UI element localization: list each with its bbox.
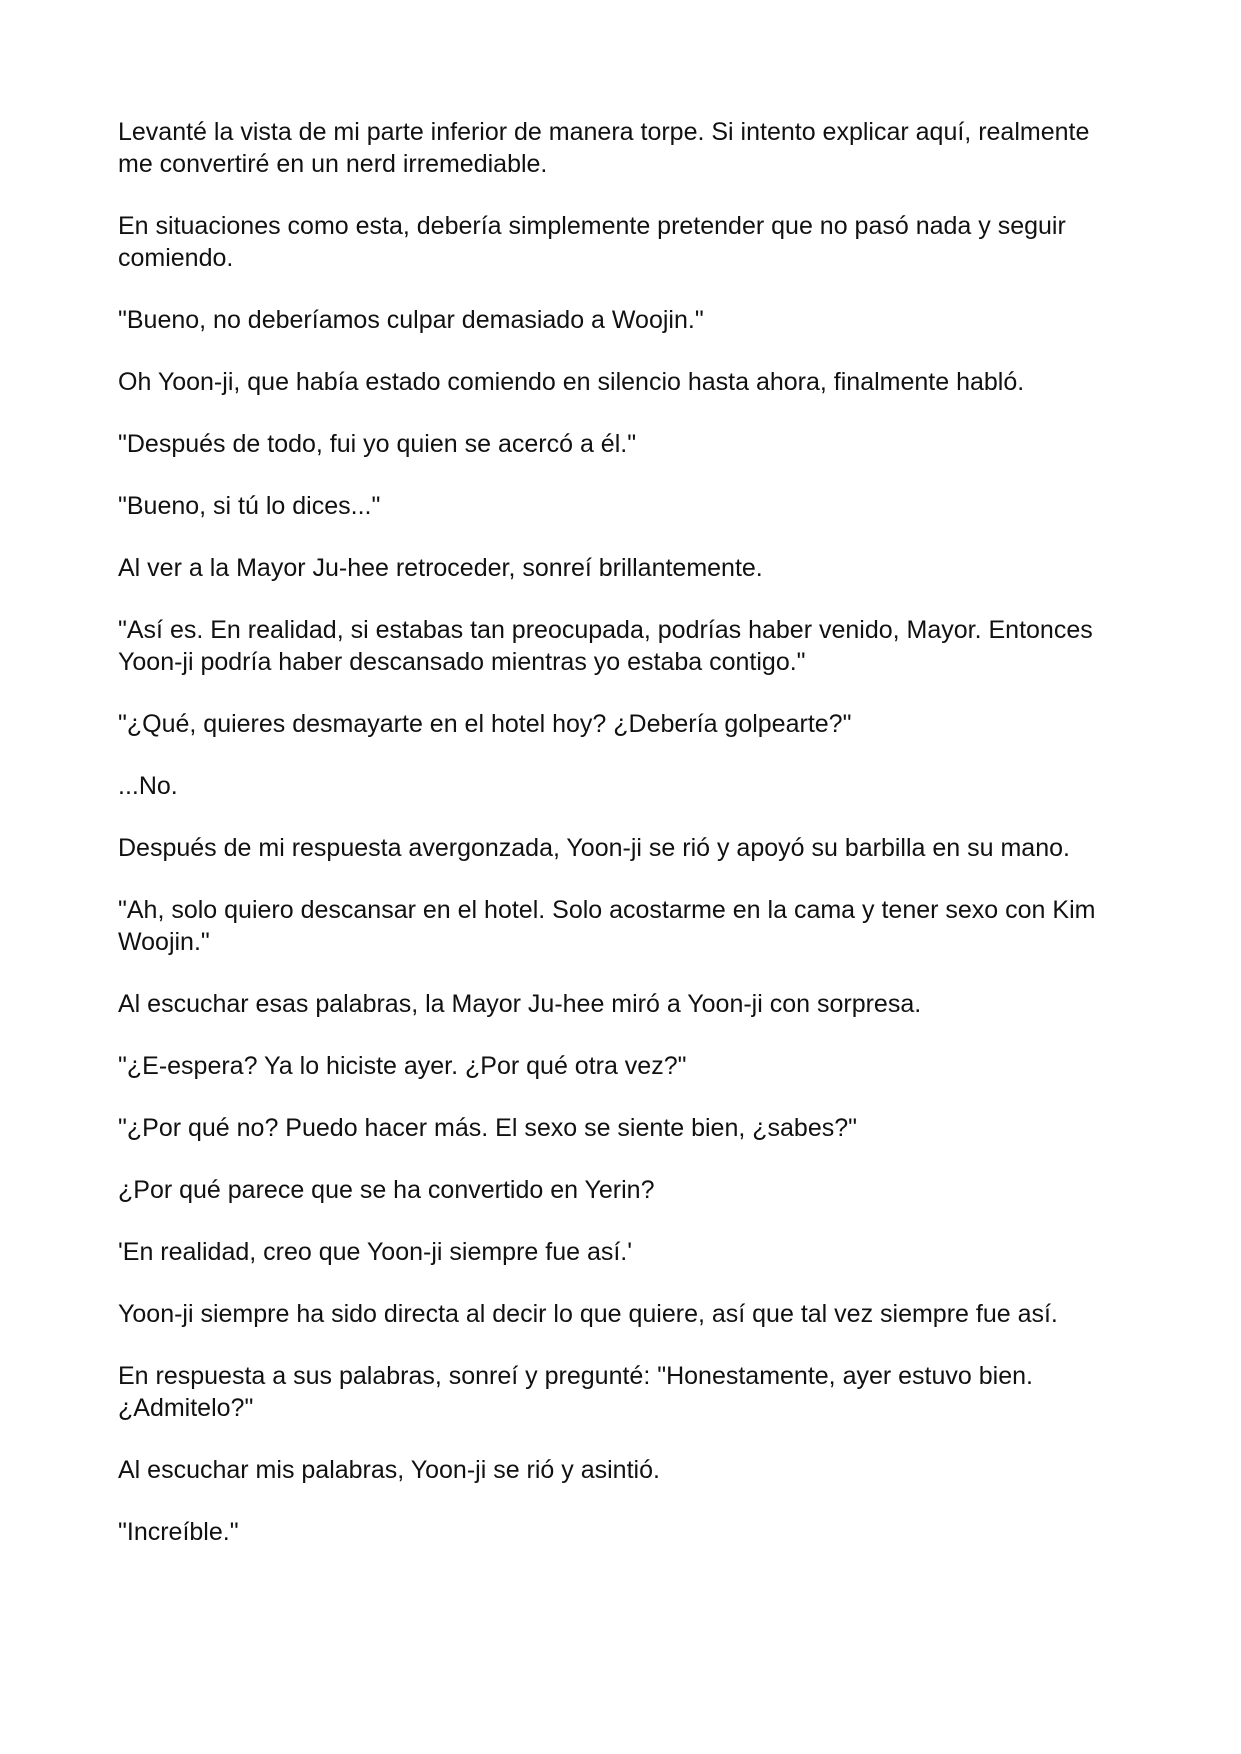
- paragraph: Al escuchar mis palabras, Yoon-ji se rió y asintió.: [118, 1456, 660, 1484]
- paragraph: Al ver a la Mayor Ju-hee retroceder, sonreí brillantemente.: [118, 554, 763, 582]
- paragraph: Levanté la vista de mi parte inferior de manera torpe. Si intento explicar aquí, realmente me convertiré en un nerd irremediable.: [118, 118, 1090, 178]
- paragraph: "¿Por qué no? Puedo hacer más. El sexo se siente bien, ¿sabes?": [118, 1114, 858, 1142]
- paragraph: "¿Qué, quieres desmayarte en el hotel hoy? ¿Debería golpearte?": [118, 710, 852, 738]
- paragraph: ¿Por qué parece que se ha convertido en Yerin?: [118, 1176, 655, 1204]
- paragraph: "Así es. En realidad, si estabas tan preocupada, podrías haber venido, Mayor. Entonces Yoon-ji podría haber descansado mientras yo estaba contigo.": [118, 616, 1093, 676]
- paragraph: 'En realidad, creo que Yoon-ji siempre fue así.': [118, 1238, 633, 1266]
- paragraph: Oh Yoon-ji, que había estado comiendo en silencio hasta ahora, finalmente habló.: [118, 368, 1025, 396]
- paragraph: "Bueno, si tú lo dices...": [118, 492, 381, 520]
- paragraph: "Después de todo, fui yo quien se acercó a él.": [118, 430, 637, 458]
- paragraph: "Bueno, no deberíamos culpar demasiado a Woojin.": [118, 306, 704, 334]
- paragraph: Después de mi respuesta avergonzada, Yoon-ji se rió y apoyó su barbilla en su mano.: [118, 834, 1070, 862]
- paragraph: "Ah, solo quiero descansar en el hotel. Solo acostarme en la cama y tener sexo con Kim Woojin.": [118, 896, 1096, 956]
- paragraph: Yoon-ji siempre ha sido directa al decir lo que quiere, así que tal vez siempre fue así.: [118, 1300, 1058, 1328]
- paragraph: "¿E-espera? Ya lo hiciste ayer. ¿Por qué otra vez?": [118, 1052, 687, 1080]
- paragraph: Al escuchar esas palabras, la Mayor Ju-hee miró a Yoon-ji con sorpresa.: [118, 990, 922, 1018]
- paragraph: ...No.: [118, 772, 178, 800]
- paragraph: En situaciones como esta, debería simplemente pretender que no pasó nada y seguir comiendo.: [118, 212, 1066, 272]
- paragraph: "Increíble.": [118, 1518, 239, 1546]
- paragraph: En respuesta a sus palabras, sonreí y pregunté: "Honestamente, ayer estuvo bien. ¿Admitelo?": [118, 1362, 1033, 1422]
